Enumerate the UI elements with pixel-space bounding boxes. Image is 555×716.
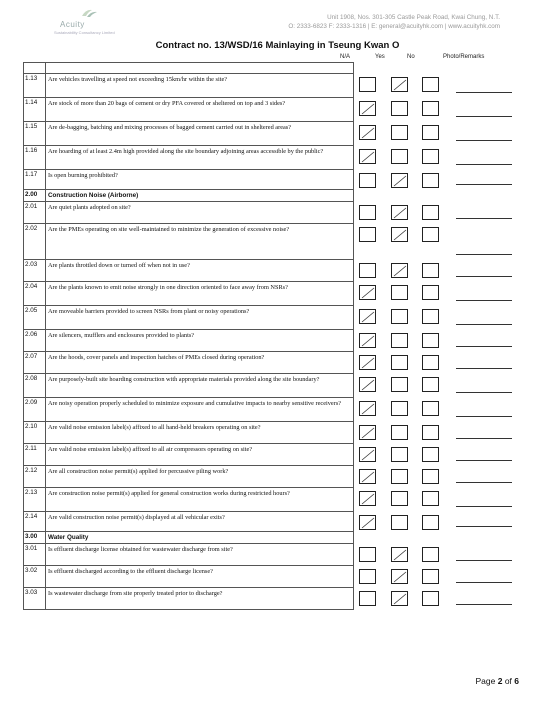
checkbox-na[interactable] [359,401,376,416]
item-number: 2.10 [24,422,46,444]
checkbox-na[interactable] [359,285,376,300]
checklist-row [24,352,514,374]
item-number: 2.11 [24,444,46,466]
checkbox-yes[interactable] [391,101,408,116]
checklist-row [24,444,514,466]
item-number: 3.03 [24,588,46,610]
remarks-line[interactable] [456,254,512,255]
item-question: Is open burning prohibited? [46,170,354,190]
remarks-line[interactable] [456,140,512,141]
remarks-cell [452,122,514,146]
check-mark-icon [361,493,375,505]
answer-checkboxes [354,330,452,352]
remarks-cell [452,512,514,532]
logo-subtitle: Sustainability Consultancy Limited [54,30,115,35]
checklist-row [24,224,514,260]
remarks-line[interactable] [456,116,512,117]
checkbox-no[interactable] [422,263,439,278]
answer-checkboxes [354,374,452,398]
remarks-cell [452,146,514,170]
answer-checkboxes [354,306,452,330]
checkbox-na[interactable] [359,569,376,584]
checkbox-yes[interactable] [391,469,408,484]
remarks-line[interactable] [456,560,512,561]
checkbox-na[interactable] [359,547,376,562]
company-address [288,13,500,31]
checkbox-no[interactable] [422,285,439,300]
remarks-line[interactable] [456,368,512,369]
item-number: 1.16 [24,146,46,170]
checkbox-na[interactable] [359,491,376,506]
total-pages: 6 [514,676,519,686]
remarks-line[interactable] [456,604,512,605]
answer-checkboxes [354,544,452,566]
item-question: Are the PMEs operating on site well-maintained to minimize the generation of excessive noise? [46,224,354,260]
answer-checkboxes [354,566,452,588]
remarks-cell [452,444,514,466]
item-question: Water Quality [46,532,354,544]
item-number: 2.13 [24,488,46,512]
item-question: Construction Noise (Airborne) [46,190,354,202]
remarks-cell [452,588,514,610]
checkbox-na[interactable] [359,205,376,220]
remarks-line[interactable] [456,438,512,439]
item-number: 2.01 [24,202,46,224]
item-number: 1.15 [24,122,46,146]
item-question: Are moveable barriers provided to screen NSRs from plant or noisy operations? [46,306,354,330]
check-mark-icon [393,549,407,561]
checkbox-no[interactable] [422,491,439,506]
contact-line: O: 2333-6823 F: 2333-1316 | E: general@acuityhk.com | www.acuityhk.com [288,23,500,30]
column-header-remarks: Photo/Remarks [443,54,485,60]
checkbox-no[interactable] [422,401,439,416]
remarks-cell [452,224,514,260]
checkbox-yes[interactable] [391,515,408,530]
checklist-row [24,398,514,422]
checklist-row [24,466,514,488]
check-mark-icon [361,127,375,139]
checkbox-yes[interactable] [391,447,408,462]
checkbox-yes[interactable] [391,125,408,140]
checkbox-no[interactable] [422,227,439,242]
check-mark-icon [361,287,375,299]
item-question: Are vehicles travelling at speed not exceeding 15km/hr within the site? [46,74,354,98]
checkbox-yes[interactable] [391,425,408,440]
checkbox-na[interactable] [359,173,376,188]
remarks-cell [452,74,514,98]
remarks-cell [452,282,514,306]
checklist-row [24,330,514,352]
answer-checkboxes [354,260,452,282]
checkbox-yes[interactable] [391,227,408,242]
remarks-line[interactable] [456,460,512,461]
item-number: 2.06 [24,330,46,352]
checkbox-yes[interactable] [391,547,408,562]
checklist-row [24,544,514,566]
remarks-cell [452,398,514,422]
item-question: Is wastewater discharge from site properly treated prior to discharge? [46,588,354,610]
column-header-yes: Yes [375,54,385,60]
item-number: 2.12 [24,466,46,488]
item-number: 2.00 [24,190,46,202]
remarks-line[interactable] [456,526,512,527]
answer-checkboxes [354,512,452,532]
checkbox-na[interactable] [359,515,376,530]
item-number: 1.13 [24,74,46,98]
item-number: 2.09 [24,398,46,422]
item-question: Are construction noise permit(s) applied for general construction works during restricted hours? [46,488,354,512]
answer-checkboxes [354,466,452,488]
checklist-row [24,98,514,122]
item-question: Is effluent discharge license obtained for wastewater discharge from site? [46,544,354,566]
checkbox-no[interactable] [422,515,439,530]
item-number: 2.02 [24,224,46,260]
answer-checkboxes [354,146,452,170]
checkbox-na[interactable] [359,355,376,370]
item-number: 2.05 [24,306,46,330]
item-question: Are purposely-built site hoarding construction with appropriate materials provided along the site boundary? [46,374,354,398]
checkbox-no[interactable] [422,77,439,92]
checklist-row [24,566,514,588]
checkbox-na[interactable] [359,377,376,392]
checkbox-na[interactable] [359,333,376,348]
checkbox-no[interactable] [422,355,439,370]
checkbox-na[interactable] [359,101,376,116]
checkbox-no[interactable] [422,149,439,164]
check-mark-icon [361,357,375,369]
remarks-line[interactable] [456,300,512,301]
remarks-cell [452,566,514,588]
remarks-cell [452,260,514,282]
remarks-cell [452,466,514,488]
item-question: Are valid construction noise permit(s) displayed at all vehicular exits? [46,512,354,532]
check-mark-icon [361,335,375,347]
checkbox-yes[interactable] [391,149,408,164]
page-footer: Page 2 of 6 [475,676,519,686]
checkbox-yes[interactable] [391,333,408,348]
section-row [24,532,514,544]
checklist-row [24,512,514,532]
checkbox-no[interactable] [422,173,439,188]
answer-checkboxes [354,352,452,374]
checklist-row [24,488,514,512]
answer-checkboxes [354,202,452,224]
checkbox-no[interactable] [422,447,439,462]
check-mark-icon [361,151,375,163]
checkbox-no[interactable] [422,469,439,484]
checkbox-na[interactable] [359,425,376,440]
checklist-row [24,306,514,330]
check-mark-icon [361,471,375,483]
check-mark-icon [393,175,407,187]
check-mark-icon [393,265,407,277]
checkbox-yes[interactable] [391,205,408,220]
remarks-cell [452,544,514,566]
item-question: Is effluent discharged according to the effluent discharge license? [46,566,354,588]
remarks-line[interactable] [456,276,512,277]
checkbox-yes[interactable] [391,77,408,92]
checklist-table [23,62,514,610]
checkbox-yes[interactable] [391,401,408,416]
checkbox-yes[interactable] [391,591,408,606]
answer-checkboxes [354,398,452,422]
checkbox-no[interactable] [422,125,439,140]
checkbox-no[interactable] [422,309,439,324]
checklist-row [24,260,514,282]
remarks-cell [452,374,514,398]
checkbox-yes[interactable] [391,173,408,188]
checkbox-yes[interactable] [391,285,408,300]
check-mark-icon [393,207,407,219]
item-question: Are all construction noise permit(s) applied for percussive piling work? [46,466,354,488]
answer-checkboxes [354,422,452,444]
item-question: Are the plants known to emit noise strongly in one direction oriented to face away from NSRs? [46,282,354,306]
current-page: 2 [497,676,503,686]
answer-checkboxes [354,74,452,98]
remarks-line[interactable] [456,324,512,325]
checkbox-na[interactable] [359,263,376,278]
item-number: 2.14 [24,512,46,532]
checkbox-na[interactable] [359,77,376,92]
checklist-row [24,202,514,224]
header-spacer-row [24,63,514,74]
checkbox-no[interactable] [422,569,439,584]
remarks-line[interactable] [456,416,512,417]
checkbox-no[interactable] [422,101,439,116]
item-number: 2.03 [24,260,46,282]
checkbox-no[interactable] [422,333,439,348]
remarks-line[interactable] [456,184,512,185]
answer-checkboxes [354,444,452,466]
remarks-cell [452,202,514,224]
section-row [24,190,514,202]
item-number: 3.01 [24,544,46,566]
answer-checkboxes [354,282,452,306]
remarks-line[interactable] [456,346,512,347]
answer-checkboxes [354,224,452,260]
checkbox-no[interactable] [422,205,439,220]
remarks-line[interactable] [456,92,512,93]
remarks-line[interactable] [456,392,512,393]
checklist-row [24,588,514,610]
column-header-na: N/A [340,54,351,60]
item-number: 2.08 [24,374,46,398]
checkbox-na[interactable] [359,125,376,140]
item-question: Are de-bagging, batching and mixing processes of bagged cement carried out in sheltered areas? [46,122,354,146]
item-number: 2.07 [24,352,46,374]
remarks-cell [452,306,514,330]
checklist-row [24,122,514,146]
checklist-row [24,374,514,398]
remarks-cell [452,488,514,512]
answer-checkboxes [354,588,452,610]
column-header-no: No [407,54,415,60]
answer-checkboxes [354,170,452,190]
check-mark-icon [361,427,375,439]
remarks-line[interactable] [456,506,512,507]
check-mark-icon [361,379,375,391]
item-question: Are stock of more than 20 bags of cement or dry PFA covered or sheltered on top and 3 sides? [46,98,354,122]
remarks-line[interactable] [456,218,512,219]
checkbox-no[interactable] [422,547,439,562]
check-mark-icon [393,593,407,605]
checkbox-na[interactable] [359,309,376,324]
checkbox-yes[interactable] [391,263,408,278]
check-mark-icon [393,571,407,583]
checklist-row [24,422,514,444]
checkbox-no[interactable] [422,591,439,606]
item-number: 1.14 [24,98,46,122]
item-question: Are hoarding of at least 2.4m high provided along the site boundary adjoining areas accessible by the public? [46,146,354,170]
remarks-cell [452,352,514,374]
checkbox-na[interactable] [359,591,376,606]
item-question: Are plants throttled down or turned off when not in use? [46,260,354,282]
remarks-cell [452,98,514,122]
remarks-cell [452,422,514,444]
check-mark-icon [361,403,375,415]
item-number: 3.00 [24,532,46,544]
item-question: Are quiet plants adopted on site? [46,202,354,224]
check-mark-icon [361,517,375,529]
check-mark-icon [361,449,375,461]
item-question: Are the hoods, cover panels and inspection hatches of PMEs closed during operation? [46,352,354,374]
checkbox-yes[interactable] [391,309,408,324]
checkbox-yes[interactable] [391,491,408,506]
remarks-cell [452,330,514,352]
checkbox-yes[interactable] [391,569,408,584]
item-question: Are silencers, mufflers and enclosures provided to plants? [46,330,354,352]
checkbox-yes[interactable] [391,355,408,370]
answer-checkboxes [354,98,452,122]
item-question: Are noisy operation properly scheduled to minimize exposure and cumulative impacts to nearby sensitive receivers? [46,398,354,422]
checkbox-no[interactable] [422,377,439,392]
leaf-icon [80,8,98,18]
company-logo [52,8,122,38]
checkbox-na[interactable] [359,447,376,462]
checklist-row [24,74,514,98]
item-question: Are valid noise emission label(s) affixed to all hand-held breakers operating on site? [46,422,354,444]
item-number: 2.04 [24,282,46,306]
remarks-line[interactable] [456,164,512,165]
logo-name: Acuity [60,20,85,29]
item-number: 3.02 [24,566,46,588]
item-question: Are valid noise emission label(s) affixed to all air compressors operating on site? [46,444,354,466]
address-line: Unit 1908, Nos. 301-305 Castle Peak Road, Kwai Chung, N.T. [327,14,500,21]
remarks-line[interactable] [456,582,512,583]
checklist-row [24,282,514,306]
checkbox-na[interactable] [359,149,376,164]
remarks-line[interactable] [456,482,512,483]
check-mark-icon [361,311,375,323]
checkbox-no[interactable] [422,425,439,440]
answer-checkboxes [354,122,452,146]
checkbox-na[interactable] [359,469,376,484]
remarks-cell [452,170,514,190]
checkbox-na[interactable] [359,227,376,242]
checkbox-yes[interactable] [391,377,408,392]
check-mark-icon [393,229,407,241]
check-mark-icon [361,103,375,115]
checklist-row [24,170,514,190]
answer-checkboxes [354,488,452,512]
check-mark-icon [393,79,407,91]
item-number: 1.17 [24,170,46,190]
checklist-row [24,146,514,170]
document-title: Contract no. 13/WSD/16 Mainlaying in Tseung Kwan O [155,40,400,51]
